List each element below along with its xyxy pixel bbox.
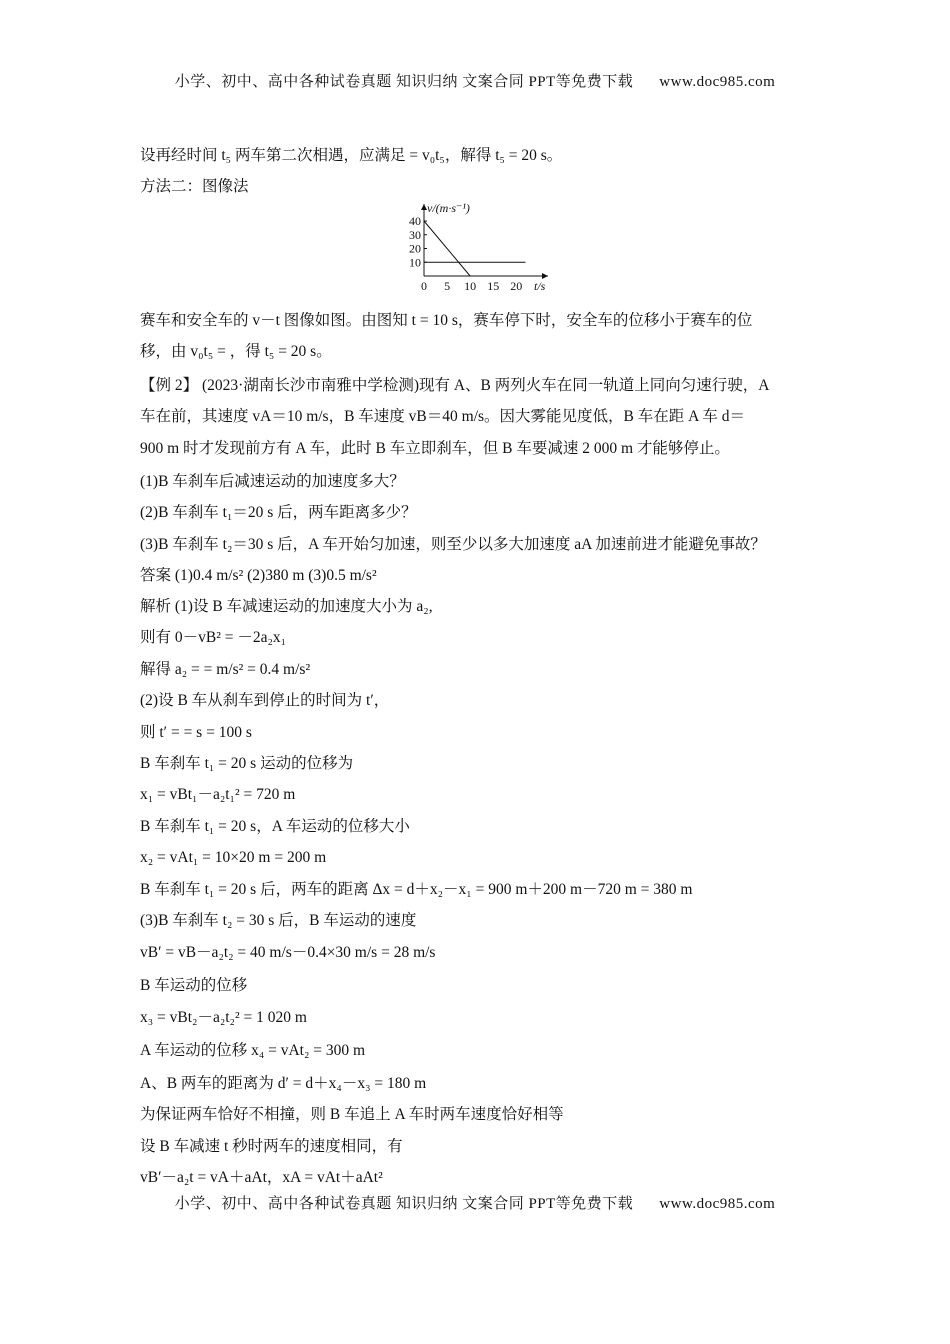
text-line-23: vB′ = vB－a₂t₂ = 40 m/s－0.4×30 m/s = 28 m/s	[140, 944, 436, 961]
x-axis-label: t/s	[534, 279, 546, 293]
question-1: (1)B 车刹车后减速运动的加速度多大？	[140, 473, 405, 490]
text-line-1: 设再经时间 t₅ 两车第二次相遇，应满足 = v₀t₅，解得 t₅ = 20 s。	[140, 147, 563, 164]
text-line-18: x₁ = vBt₁－a₂t₁² = 720 m	[140, 786, 296, 803]
text-line-27: A、B 两车的距离为 d′ = d＋x₄－x₃ = 180 m	[140, 1075, 427, 1092]
text-line-19: B 车刹车 t₁ = 20 s，A 车运动的位移大小	[140, 818, 410, 835]
x-tick-label: 10	[464, 279, 477, 293]
y-tick-label: 40	[409, 214, 421, 228]
text-line-29: 设 B 车减速 t 秒时两车的速度相同，有	[140, 1138, 403, 1155]
header-site[interactable]: www.doc985.com	[659, 74, 776, 90]
y-tick-label: 10	[409, 255, 421, 270]
text-line-4: 移，由 v₀t₅ = ，得 t₅ = 20 s。	[140, 343, 332, 360]
question-3: (3)B 车刹车 t₂＝30 s 后，A 车开始匀加速，则至少以多大加速度 aA 加速前进才能避免事故？	[140, 536, 766, 553]
text-line-25: x₃ = vBt₂－a₂t₂² = 1 020 m	[140, 1009, 307, 1026]
text-line-6: 车在前，其速度 vA＝10 m/s，B 车速度 vB＝40 m/s。因大雾能见度低，B 车在距 A 车 d＝	[140, 408, 745, 425]
text-line-3: 赛车和安全车的 v－t 图像如图。由图知 t = 10 s，赛车停下时，安全车的位移小于赛车的位	[140, 312, 753, 329]
text-line-16: 则 t′ = = s = 100 s	[140, 724, 252, 741]
analysis-line: 解析 (1)设 B 车减速运动的加速度大小为 a₂,	[140, 598, 433, 615]
x-tick-label: 20	[510, 279, 523, 293]
page-header	[0, 70, 950, 91]
footer-site[interactable]: www.doc985.com	[659, 1196, 776, 1212]
text-line-24: B 车运动的位移	[140, 977, 248, 994]
y-tick-label: 20	[409, 241, 421, 256]
footer-text: 小学、初中、高中各种试卷真题 知识归纳 文案合同 PPT等免费下载	[174, 1196, 634, 1212]
text-line-7: 900 m 时才发现前方有 A 车，此时 B 车立即刹车，但 B 车要减速 2 000 m 才能够停止。	[140, 440, 730, 457]
text-line-14: 解得 a₂ = = m/s² = 0.4 m/s²	[140, 661, 311, 678]
text-line-26: A 车运动的位移 x₄ = vAt₂ = 300 m	[140, 1042, 366, 1059]
page-footer	[0, 1192, 950, 1213]
series-line-1	[424, 221, 470, 276]
y-tick-label: 30	[409, 227, 421, 242]
text-line-21: B 车刹车 t₁ = 20 s 后，两车的距离 Δx = d＋x₂－x₁ = 900 m＋200 m－720 m = 380 m	[140, 881, 693, 898]
x-tick-label: 0	[421, 279, 427, 293]
x-tick-label: 15	[487, 279, 500, 293]
x-tick-label: 5	[444, 279, 451, 293]
header-text: 小学、初中、高中各种试卷真题 知识归纳 文案合同 PPT等免费下载	[174, 74, 634, 90]
v-t-chart	[400, 200, 550, 300]
text-line-28: 为保证两车恰好不相撞，则 B 车追上 A 车时两车速度恰好相等	[140, 1106, 564, 1123]
text-line-17: B 车刹车 t₁ = 20 s 运动的位移为	[140, 755, 354, 772]
y-axis-label: v/(m·s⁻¹)	[427, 201, 470, 215]
text-line-2: 方法二：图像法	[140, 178, 249, 195]
answer-line: 答案 (1)0.4 m/s² (2)380 m (3)0.5 m/s²	[140, 567, 377, 584]
question-2: (2)B 车刹车 t₁＝20 s 后，两车距离多少？	[140, 504, 417, 521]
text-line-22: (3)B 车刹车 t₂ = 30 s 后，B 车运动的速度	[140, 912, 417, 929]
text-line-15: (2)设 B 车从刹车到停止的时间为 t′，	[140, 692, 390, 709]
text-line-30: vB′－a₂t = vA＋aAt，xA = vAt＋aAt²	[140, 1169, 383, 1186]
example-title: 【例 2】 (2023·湖南长沙市南雅中学检测)现有 A、B 两列火车在同一轨道上同向匀速行驶，A	[140, 377, 770, 394]
text-line-20: x₂ = vAt₁ = 10×20 m = 200 m	[140, 849, 327, 866]
text-line-13: 则有 0－vB² = －2a₂x₁	[140, 629, 287, 646]
